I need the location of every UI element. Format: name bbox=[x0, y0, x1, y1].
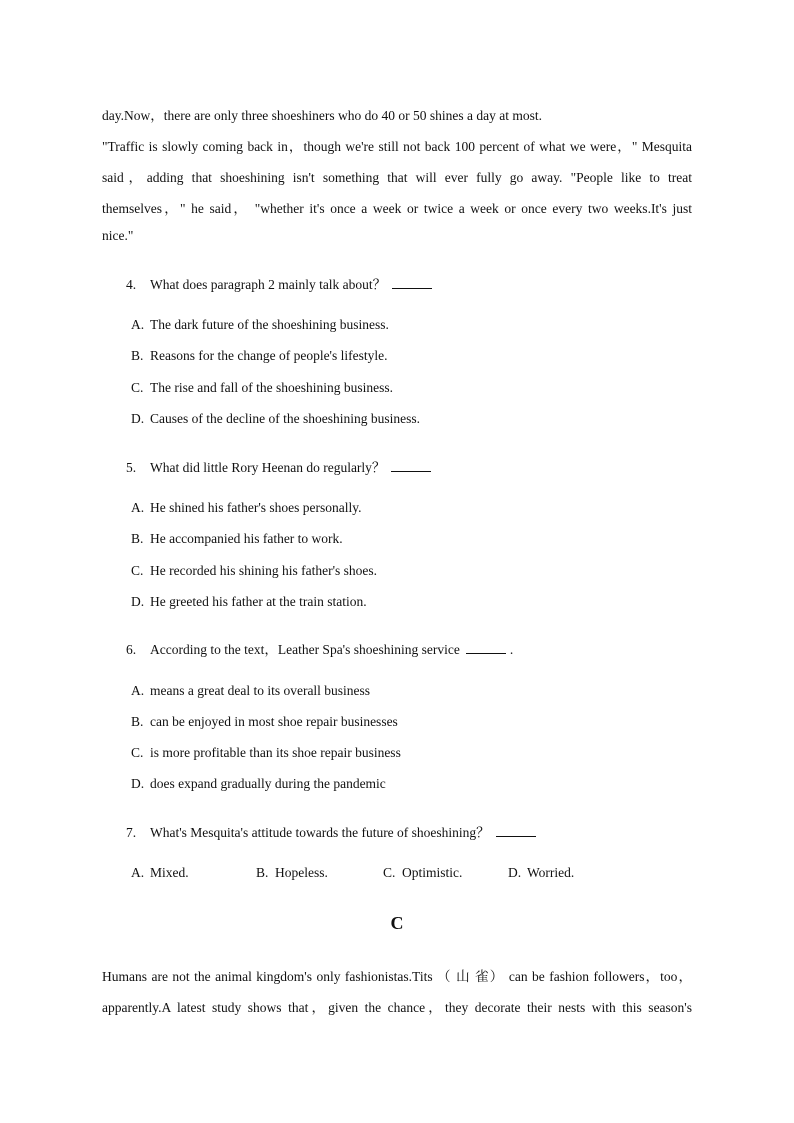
option-text: He greeted his father at the train station. bbox=[150, 594, 367, 609]
option-text: Worried. bbox=[527, 865, 575, 880]
option-letter: A. bbox=[131, 865, 145, 880]
option-text: Causes of the decline of the shoeshining business. bbox=[150, 411, 420, 426]
passage-line-3: said，adding that shoeshining isn't something that will ever fully go away. "People like to treat bbox=[102, 170, 692, 185]
question-text: What did little Rory Heenan do regularly？ bbox=[150, 460, 386, 475]
question-text: What does paragraph 2 mainly talk about？ bbox=[150, 277, 387, 292]
option-text: is more profitable than its shoe repair business bbox=[150, 745, 401, 760]
option-7b[interactable] bbox=[256, 865, 328, 881]
passage-line-5: nice." bbox=[102, 228, 134, 243]
question-suffix: . bbox=[509, 642, 514, 657]
option-4a[interactable] bbox=[131, 317, 389, 333]
question-number: 6. bbox=[126, 642, 137, 657]
option-7c[interactable] bbox=[383, 865, 462, 881]
option-text: means a great deal to its overall business bbox=[150, 683, 371, 698]
option-letter: B. bbox=[256, 865, 269, 880]
answer-blank[interactable] bbox=[392, 276, 432, 289]
option-letter: A. bbox=[131, 683, 145, 698]
question-5 bbox=[126, 456, 431, 476]
option-letter: A. bbox=[131, 500, 145, 515]
option-text: He recorded his shining his father's shoes. bbox=[150, 563, 378, 578]
option-text: Hopeless. bbox=[275, 865, 328, 880]
option-text: He shined his father's shoes personally. bbox=[150, 500, 362, 515]
option-6b[interactable] bbox=[131, 714, 398, 730]
option-text: Reasons for the change of people's lifestyle. bbox=[150, 348, 388, 363]
passage-line-2: "Traffic is slowly coming back in，though we're still not back 100 percent of what we were，" Mesquita bbox=[102, 139, 692, 154]
option-text: Optimistic. bbox=[402, 865, 463, 880]
question-text: According to the text，Leather Spa's shoeshining service bbox=[150, 642, 460, 657]
option-text: Mixed. bbox=[150, 865, 189, 880]
option-letter: D. bbox=[508, 865, 522, 880]
question-number: 7. bbox=[126, 825, 137, 840]
option-7d[interactable] bbox=[508, 865, 574, 881]
option-letter: B. bbox=[131, 531, 144, 546]
option-6d[interactable] bbox=[131, 776, 386, 792]
section-c-line-1: Humans are not the animal kingdom's only fashionistas.Tits （ 山 雀） can be fashion followers，too， bbox=[102, 969, 692, 984]
question-number: 5. bbox=[126, 460, 137, 475]
option-letter: C. bbox=[383, 865, 396, 880]
answer-blank[interactable] bbox=[496, 824, 536, 837]
question-text: What's Mesquita's attitude towards the future of shoeshining？ bbox=[150, 825, 490, 840]
option-letter: B. bbox=[131, 348, 144, 363]
passage-line-1: day.Now，there are only three shoeshiners who do 40 or 50 shines a day at most. bbox=[102, 108, 543, 123]
option-5c[interactable] bbox=[131, 563, 377, 579]
option-letter: D. bbox=[131, 594, 145, 609]
option-letter: D. bbox=[131, 776, 145, 791]
section-heading: C bbox=[390, 913, 404, 933]
section-c-line-2: apparently.A latest study shows that，given the chance，they decorate their nests with this season's bbox=[102, 1000, 692, 1015]
answer-blank[interactable] bbox=[466, 641, 506, 654]
option-letter: A. bbox=[131, 317, 145, 332]
option-7a[interactable] bbox=[131, 865, 189, 881]
option-letter: C. bbox=[131, 380, 144, 395]
option-text: He accompanied his father to work. bbox=[150, 531, 343, 546]
option-letter: C. bbox=[131, 745, 144, 760]
option-text: can be enjoyed in most shoe repair businesses bbox=[150, 714, 398, 729]
option-text: The dark future of the shoeshining business. bbox=[150, 317, 389, 332]
option-6a[interactable] bbox=[131, 683, 370, 699]
option-5d[interactable] bbox=[131, 594, 367, 610]
answer-blank[interactable] bbox=[391, 459, 431, 472]
option-4c[interactable] bbox=[131, 380, 393, 396]
option-text: The rise and fall of the shoeshining business. bbox=[150, 380, 393, 395]
question-6 bbox=[126, 638, 513, 658]
option-4b[interactable] bbox=[131, 348, 387, 364]
option-5b[interactable] bbox=[131, 531, 343, 547]
question-4 bbox=[126, 273, 432, 293]
option-4d[interactable] bbox=[131, 411, 420, 427]
passage-line-4: themselves，" he said， "whether it's once a week or twice a week or once every two weeks.It's just bbox=[102, 201, 692, 216]
option-6c[interactable] bbox=[131, 745, 401, 761]
option-5a[interactable] bbox=[131, 500, 362, 516]
option-letter: D. bbox=[131, 411, 145, 426]
option-letter: B. bbox=[131, 714, 144, 729]
option-text: does expand gradually during the pandemic bbox=[150, 776, 386, 791]
question-number: 4. bbox=[126, 277, 137, 292]
question-7 bbox=[126, 821, 536, 841]
option-letter: C. bbox=[131, 563, 144, 578]
